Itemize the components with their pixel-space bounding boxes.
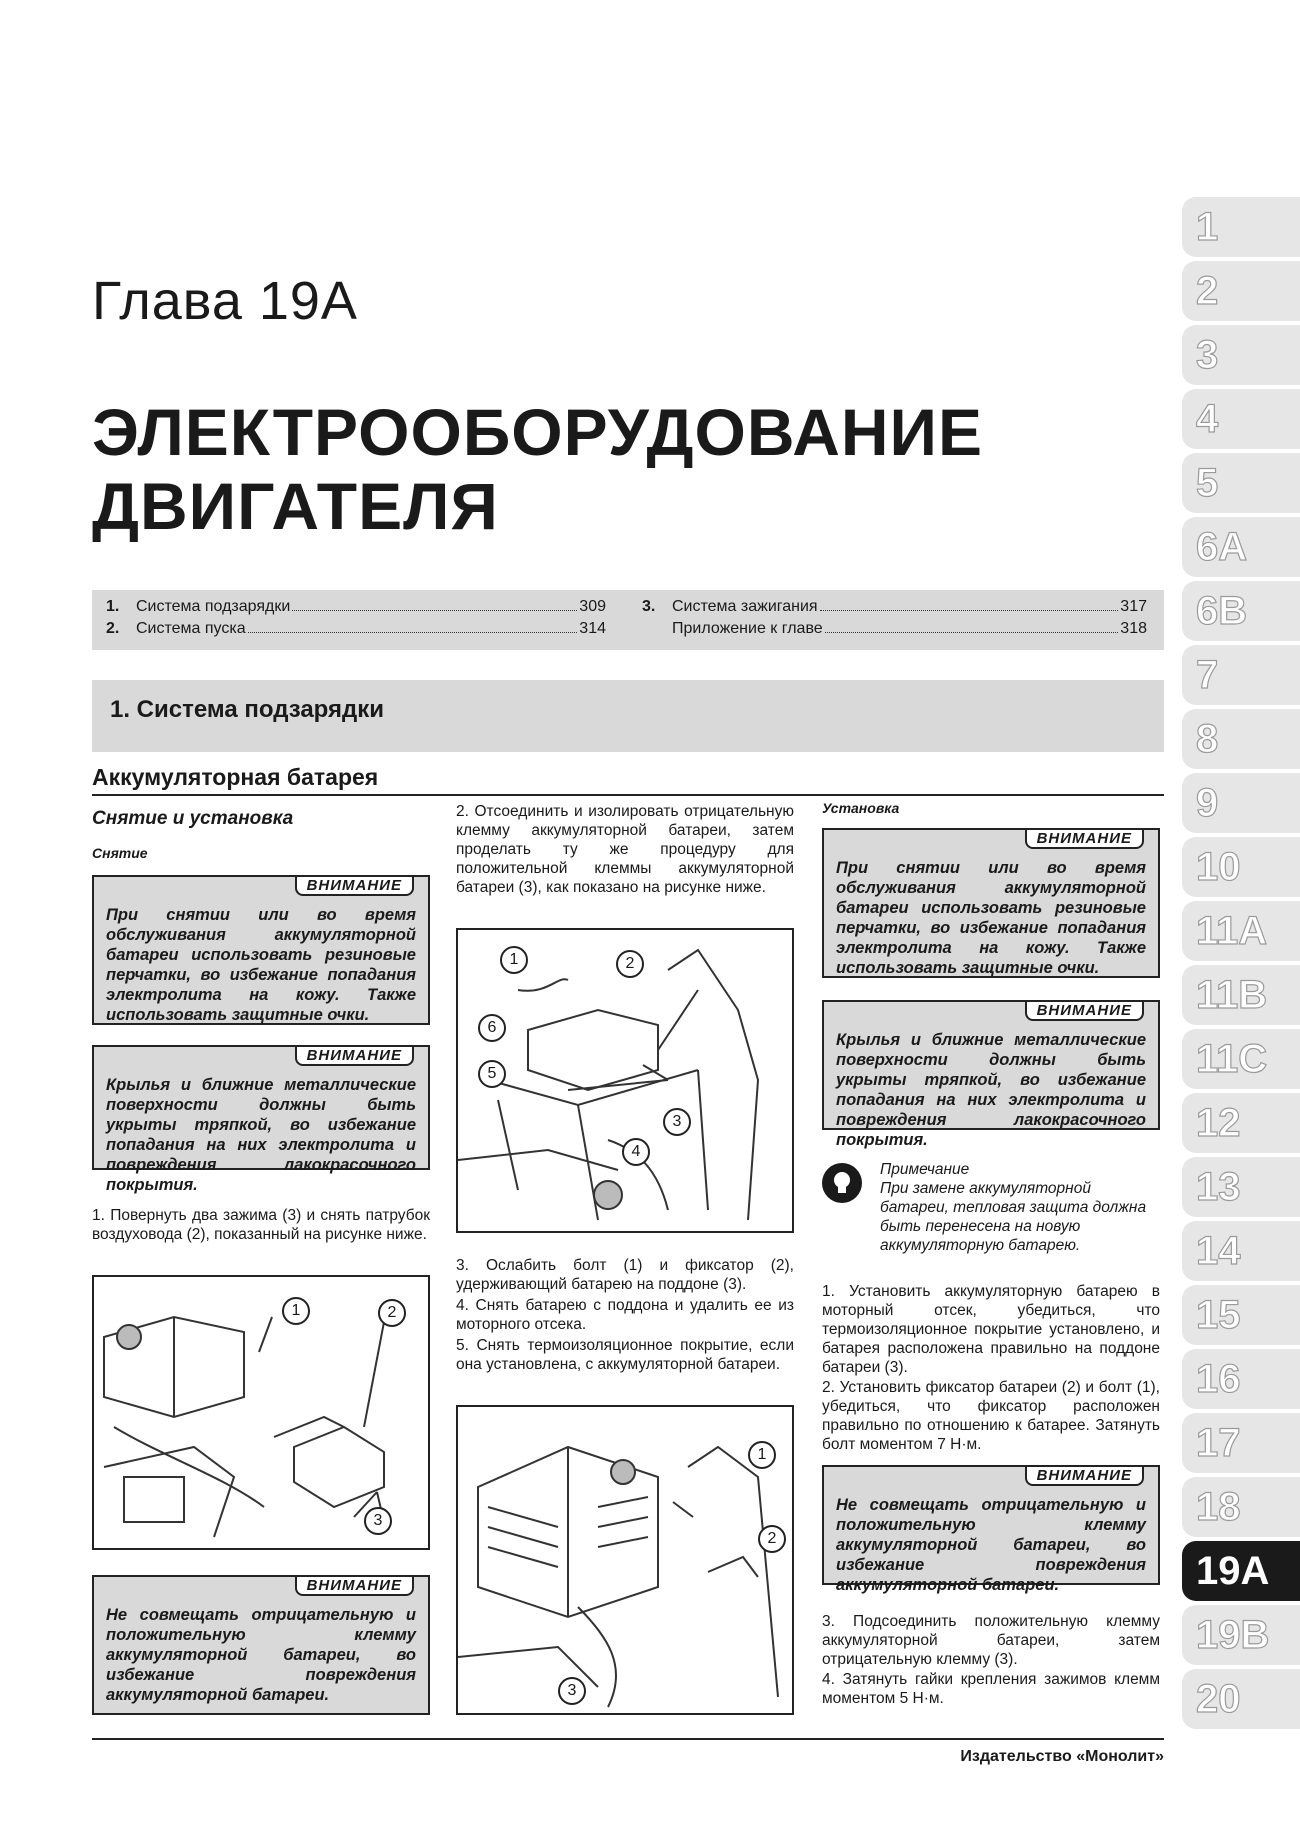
callout-2: 2 [758, 1525, 786, 1553]
chapter-tab[interactable]: 12 [1182, 1093, 1300, 1153]
callout-4: 4 [622, 1138, 650, 1166]
warning-text: Крылья и ближние металлические поверхности должны быть укрыты тряпкой, во избежание попадания на них электролита и повреждения лакокрасочного покрытия. [836, 1031, 1146, 1149]
warning-label: ВНИМАНИЕ [295, 875, 414, 896]
step-text: 3. Ослабить болт (1) и фиксатор (2), удерживающий батарею на поддоне (3). [456, 1257, 794, 1293]
chapter-tab[interactable]: 6В [1182, 581, 1300, 641]
chapter-tab[interactable]: 11С [1182, 1029, 1300, 1089]
chapter-tab[interactable]: 20 [1182, 1669, 1300, 1729]
note-title: Примечание [880, 1161, 970, 1178]
lightbulb-icon [822, 1163, 862, 1203]
chapter-title-line1: ЭЛЕКТРООБОРУДОВАНИЕ [92, 395, 983, 469]
note [880, 1160, 1160, 1255]
callout-5: 5 [478, 1060, 506, 1088]
callout-6: 6 [478, 1014, 506, 1042]
warning-label: ВНИМАНИЕ [1025, 1000, 1144, 1021]
chapter-tab[interactable]: 19А [1182, 1541, 1300, 1601]
callout-3: 3 [663, 1108, 691, 1136]
warning-label: ВНИМАНИЕ [1025, 1465, 1144, 1486]
publisher: Издательство «Монолит» [960, 1748, 1164, 1765]
chapter-tab[interactable]: 17 [1182, 1413, 1300, 1473]
warning-text: При снятии или во время обслуживания аккумуляторной батареи использовать резиновые перчатки, во избежание попадания электролита на кожу. Также использовать защитные очки. [836, 859, 1146, 977]
chapter-tab[interactable]: 3 [1182, 325, 1300, 385]
step-text: 3. Подсоединить положительную клемму аккумуляторной батареи, затем отрицательную клемму (3). [822, 1613, 1160, 1668]
chapter-tab[interactable]: 4 [1182, 389, 1300, 449]
warning-text: Не совмещать отрицательную и положительную клемму аккумуляторной батареи, во избежание повреждения аккумуляторной батареи. [106, 1606, 416, 1704]
step-text: 1. Повернуть два зажима (3) и снять патрубок воздуховода (2), показанный на рисунке ниже. [92, 1207, 430, 1243]
warning-label: ВНИМАНИЕ [295, 1045, 414, 1066]
callout-3: 3 [558, 1677, 586, 1705]
warning-label: ВНИМАНИЕ [295, 1575, 414, 1596]
chapter-tab[interactable]: 18 [1182, 1477, 1300, 1537]
chapter-tab[interactable]: 8 [1182, 709, 1300, 769]
chapter-tab[interactable]: 13 [1182, 1157, 1300, 1217]
warning-text: Не совмещать отрицательную и положительную клемму аккумуляторной батареи, во избежание повреждения аккумуляторной батареи. [836, 1496, 1146, 1594]
callout-2: 2 [378, 1299, 406, 1327]
callout-1: 1 [282, 1297, 310, 1325]
chapter-tab[interactable]: 10 [1182, 837, 1300, 897]
figure-battery-bracket-drawing [458, 1407, 792, 1713]
chapter-tab[interactable]: 14 [1182, 1221, 1300, 1281]
footer-rule [92, 1738, 1164, 1740]
warning-box [92, 1045, 430, 1194]
chapter-tab[interactable]: 6А [1182, 517, 1300, 577]
chapter-tab[interactable]: 9 [1182, 773, 1300, 833]
chapter-tab[interactable]: 2 [1182, 261, 1300, 321]
warning-text: Крылья и ближние металлические поверхности должны быть укрыты тряпкой, во избежание попадания на них электролита и повреждения лакокрасочного покрытия. [106, 1076, 416, 1194]
chapter-label: Глава 19А [92, 271, 358, 331]
warning-label: ВНИМАНИЕ [1025, 828, 1144, 849]
warning-box [822, 1000, 1160, 1149]
step-text: 5. Снять термоизоляционное покрытие, если она установлена, с аккумуляторной батареи. [456, 1337, 794, 1373]
chapter-title-line2: ДВИГАТЕЛЯ [92, 469, 499, 543]
install-heading: Установка [822, 800, 900, 816]
chapter-tab[interactable]: 7 [1182, 645, 1300, 705]
chapter-tab[interactable]: 16 [1182, 1349, 1300, 1409]
chapter-tab[interactable]: 5 [1182, 453, 1300, 513]
note-text: При замене аккумуляторной батареи, тепловая защита должна быть перенесена на новую аккумуляторную батарею. [880, 1180, 1147, 1254]
chapter-tabs [1182, 197, 1300, 1733]
toc-item[interactable]: 2. Система пуска 314 [106, 620, 606, 637]
callout-1: 1 [748, 1441, 776, 1469]
toc-item[interactable]: 1. Система подзарядки 309 [106, 598, 606, 615]
step-text: 1. Установить аккумуляторную батарею в моторный отсек, убедиться, что термоизоляционное покрытие установлено, и батарея расположена правильно на поддоне батареи (3). [822, 1283, 1160, 1376]
chapter-tab[interactable]: 11А [1182, 901, 1300, 961]
chapter-tab[interactable]: 11В [1182, 965, 1300, 1025]
warning-text: При снятии или во время обслуживания аккумуляторной батареи использовать резиновые перчатки, во избежание попадания электролита на кожу. Также использовать защитные очки. [106, 906, 416, 1024]
heading-rule [92, 794, 1164, 796]
subsection-heading: Аккумуляторная батарея [92, 764, 379, 790]
step-text: 4. Снять батарею с поддона и удалить ее из моторного отсека. [456, 1297, 794, 1333]
step-text: 2. Отсоединить и изолировать отрицательную клемму аккумуляторной батареи, затем проделать ту же процедуру для положительной клеммы аккумуляторной батареи (3), как показано на рисунке ниже. [456, 803, 794, 896]
step-text: 4. Затянуть гайки крепления зажимов клемм моментом 5 Н·м. [822, 1671, 1160, 1707]
chapter-tab[interactable]: 15 [1182, 1285, 1300, 1345]
step-text: 2. Установить фиксатор батареи (2) и болт (1), убедиться, что фиксатор расположен правильно по отношению к батарее. Затянуть болт моментом 7 Н·м. [822, 1379, 1160, 1453]
warning-box [822, 1465, 1160, 1594]
chapter-tab[interactable]: 19В [1182, 1605, 1300, 1665]
warning-box [92, 875, 430, 1025]
figure-air-duct [92, 1275, 430, 1550]
chapter-title [92, 395, 983, 543]
callout-1: 1 [500, 946, 528, 974]
section-title: 1. Система подзарядки [110, 696, 385, 723]
warning-box [92, 1575, 430, 1715]
removal-heading: Снятие [92, 845, 148, 861]
toc-item[interactable]: 3. Система зажигания 317 [642, 598, 1147, 615]
chapter-tab[interactable]: 1 [1182, 197, 1300, 257]
removal-install-heading: Снятие и установка [92, 808, 294, 829]
table-of-contents [92, 590, 1164, 650]
warning-box [822, 828, 1160, 978]
figure-battery-terminals [456, 928, 794, 1233]
figure-battery-bracket [456, 1405, 794, 1715]
toc-item[interactable]: Приложение к главе 318 [672, 620, 1147, 637]
callout-3: 3 [364, 1507, 392, 1535]
callout-2: 2 [616, 950, 644, 978]
section-header [92, 680, 1164, 752]
